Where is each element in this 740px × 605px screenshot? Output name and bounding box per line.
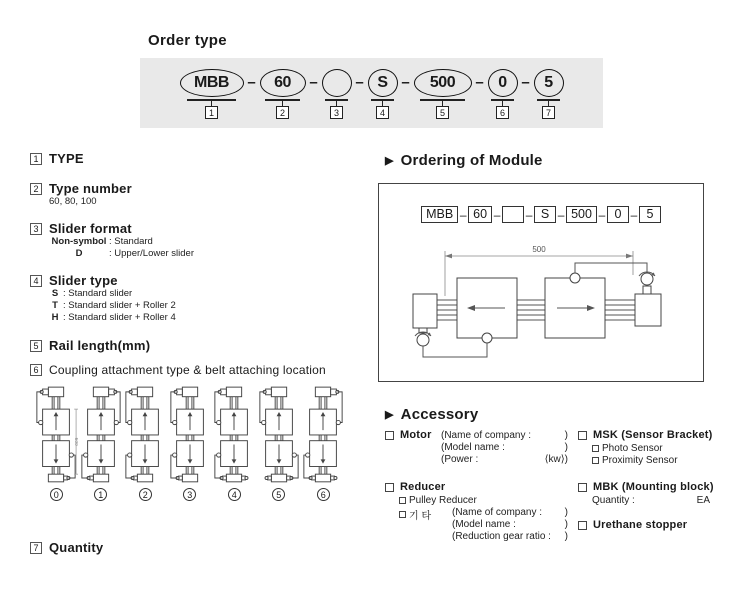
- accessory-urethane-stopper: [578, 519, 687, 531]
- coupling-variants-row: [34, 384, 346, 501]
- accessory-motor: [385, 429, 432, 441]
- legend-sub-value: : Standard: [109, 236, 153, 247]
- legend-item-slider-type: [30, 273, 176, 324]
- variant-lower-slider: [132, 441, 159, 467]
- variant-lower-slider: [265, 441, 292, 467]
- legend-item-heading: [30, 273, 176, 288]
- motor-model-text: (Model name :: [441, 442, 505, 453]
- variant-motor: [316, 387, 340, 397]
- token-number-box: 2: [276, 106, 289, 119]
- coupling-variant-diagram: [212, 384, 256, 484]
- legend-sub-key: Non-symbol: [51, 236, 107, 247]
- legend-sub-value: : Standard slider + Roller 2: [63, 300, 176, 311]
- legend-item-quantity: [30, 540, 103, 555]
- variant-pulley: [131, 474, 153, 482]
- accessory-reducer-label: Reducer: [400, 481, 446, 493]
- module-token: 500: [566, 206, 597, 223]
- variant-lower-slider: [176, 441, 203, 467]
- checkbox-icon: [385, 483, 394, 492]
- legend-sub-row: [49, 312, 176, 324]
- legend-sub-row: [49, 288, 176, 300]
- token-number-box: 3: [330, 106, 343, 119]
- triangle-marker-icon: ▶: [385, 155, 394, 167]
- order-token-group: [260, 69, 306, 119]
- legend-item-heading: [30, 181, 132, 196]
- legend-item-heading: [30, 363, 326, 377]
- motor-company-text: (Name of company :: [441, 430, 532, 441]
- legend-item-heading: [30, 540, 103, 555]
- legend-sub-key: S: [51, 288, 59, 299]
- legend-sub-row: [49, 248, 194, 260]
- motor-model-line: [441, 442, 568, 453]
- token-separator: –: [247, 74, 256, 91]
- variant-pulley: [265, 474, 293, 482]
- checkbox-icon: [385, 431, 394, 440]
- reducer-model-text: (Model name :: [452, 519, 516, 530]
- module-token-separator: –: [598, 207, 606, 222]
- order-token-pill: 60: [260, 69, 306, 97]
- triangle-marker-icon: ▶: [385, 409, 394, 421]
- quantity-label: Quantity :: [592, 495, 635, 506]
- variant-lower-slider: [87, 441, 114, 467]
- legend-item-title: Slider type: [49, 273, 118, 288]
- variant-lower-slider: [310, 441, 337, 467]
- reducer-pulley-label: Pulley Reducer: [409, 495, 477, 506]
- variant-dim-label: 500: [73, 437, 79, 446]
- legend-sub-value: : Standard slider + Roller 4: [63, 312, 176, 323]
- coupling-variant-number: 0: [50, 488, 63, 501]
- coupling-variant-number: 3: [183, 488, 196, 501]
- module-token-empty: [502, 206, 524, 223]
- accessory-reducer: [385, 481, 445, 493]
- legend-number-box: 3: [30, 223, 42, 235]
- module-right-end-block: [635, 272, 661, 326]
- variant-motor: [174, 387, 198, 397]
- legend-item-heading: [30, 151, 84, 166]
- checkbox-icon: [592, 457, 599, 464]
- reducer-pulley-option: [399, 495, 477, 506]
- coupling-variant-cell: [257, 384, 302, 501]
- coupling-variant-cell: [34, 384, 79, 501]
- reducer-ratio-line: [452, 531, 568, 542]
- checkbox-icon: [578, 521, 587, 530]
- module-token: 0: [607, 206, 629, 223]
- legend-item-title: Type number: [49, 181, 132, 196]
- legend-item-title: TYPE: [49, 151, 84, 166]
- variant-motor: [129, 387, 153, 397]
- module-diagram-box: [378, 183, 704, 382]
- legend-sub-row: [49, 236, 194, 248]
- order-token-pill: 0: [488, 69, 518, 97]
- legend-sub-value: : Upper/Lower slider: [109, 248, 195, 259]
- close-paren: ): [564, 531, 568, 542]
- reducer-other-option: [399, 507, 431, 522]
- coupling-variant-diagram: [301, 384, 345, 484]
- order-type-code-box: [140, 58, 603, 128]
- close-paren: ): [564, 519, 568, 530]
- legend-sub-key: T: [52, 300, 58, 311]
- variant-upper-slider: [176, 409, 203, 435]
- legend-sub-row: [49, 300, 176, 312]
- module-token: MBB: [421, 206, 458, 223]
- variant-upper-slider: [132, 409, 159, 435]
- coupling-variant-number: 1: [94, 488, 107, 501]
- accessory-msk-label: MSK (Sensor Bracket): [593, 429, 713, 441]
- order-token-group: [180, 69, 244, 119]
- legend-subtext: 60, 80, 100: [49, 196, 97, 207]
- msk-photo-sensor-option: [592, 443, 663, 454]
- order-token-pill: S: [368, 69, 398, 97]
- coupling-variant-cell: [301, 384, 346, 501]
- accessory-title: Accessory: [400, 406, 479, 423]
- order-token-pill: 500: [414, 69, 472, 97]
- legend-number-box: 4: [30, 275, 42, 287]
- module-dim-label: 500: [532, 245, 546, 254]
- reducer-company-text: (Name of company :: [452, 507, 543, 518]
- checkbox-icon: [399, 511, 406, 518]
- ordering-of-module-heading: [385, 152, 543, 169]
- module-token: 5: [639, 206, 661, 223]
- accessory-motor-label: Motor: [400, 429, 432, 441]
- legend-item-rail-length: [30, 338, 150, 353]
- module-token: 60: [468, 206, 492, 223]
- close-paren: ): [564, 442, 568, 453]
- close-paren: ): [564, 430, 568, 441]
- legend-sub-value: : Standard slider: [63, 288, 133, 299]
- checkbox-icon: [399, 497, 406, 504]
- variant-motor: [93, 387, 117, 397]
- motor-power-line: [441, 454, 568, 465]
- close-paren: ⟨kw⟩): [544, 454, 568, 465]
- module-token-separator: –: [459, 207, 467, 222]
- close-paren: ): [564, 507, 568, 518]
- module-belt-line-left: [423, 343, 487, 357]
- token-separator: –: [521, 74, 530, 91]
- module-token-separator: –: [630, 207, 638, 222]
- variant-upper-slider: [265, 409, 292, 435]
- token-separator: –: [475, 74, 484, 91]
- module-belt-line-right: [575, 263, 647, 273]
- order-token-pill: MBB: [180, 69, 244, 97]
- order-token-group: [322, 69, 352, 119]
- variant-motor: [40, 387, 64, 397]
- variant-upper-slider: [310, 409, 337, 435]
- legend-number-box: 2: [30, 183, 42, 195]
- proximity-sensor-label: Proximity Sensor: [602, 455, 678, 466]
- module-slider-block-right: [545, 273, 605, 338]
- variant-pulley: [49, 474, 71, 482]
- legend-sub-key: D: [75, 248, 83, 259]
- order-type-title: Order type: [148, 32, 227, 49]
- msk-proximity-sensor-option: [592, 455, 678, 466]
- legend-item-heading: [30, 221, 194, 236]
- module-drawing: [395, 242, 687, 370]
- coupling-variant-diagram: [168, 384, 212, 484]
- variant-upper-slider: [43, 409, 70, 435]
- accessory-heading: [385, 406, 478, 423]
- legend-item-title: Rail length(mm): [49, 338, 151, 353]
- coupling-variant-number: 2: [139, 488, 152, 501]
- module-left-end-block: [413, 294, 437, 346]
- checkbox-icon: [578, 431, 587, 440]
- module-token-separator: –: [525, 207, 533, 222]
- variant-pulley: [220, 474, 248, 482]
- variant-motor: [218, 387, 242, 397]
- token-separator: –: [401, 74, 410, 91]
- legend-number-box: 6: [30, 364, 42, 376]
- accessory-mbk: [578, 481, 714, 493]
- coupling-variant-diagram: [34, 384, 78, 484]
- legend-number-box: 5: [30, 340, 42, 352]
- reducer-other-label: 기 타: [409, 511, 432, 522]
- reducer-company-line: [452, 507, 568, 518]
- coupling-variant-cell: [168, 384, 213, 501]
- legend-item-slider-format: [30, 221, 194, 260]
- legend-item-title: Coupling attachment type & belt attaching location: [49, 363, 326, 377]
- legend-item-coupling: [30, 363, 326, 377]
- checkbox-icon: [592, 445, 599, 452]
- legend-item-title: Quantity: [49, 540, 104, 555]
- reducer-model-line: [452, 519, 568, 530]
- accessory-mbk-label: MBK (Mounting block): [593, 481, 714, 493]
- token-separator: –: [309, 74, 318, 91]
- token-separator: –: [355, 74, 364, 91]
- module-token: S: [534, 206, 556, 223]
- variant-upper-slider: [87, 409, 114, 435]
- motor-power-text: (Power :: [441, 454, 479, 465]
- coupling-variant-number: 4: [228, 488, 241, 501]
- module-token-separator: –: [557, 207, 565, 222]
- order-token-group: [368, 69, 398, 119]
- motor-company-line: [441, 430, 568, 441]
- variant-lower-slider: [43, 441, 70, 467]
- legend-item-type: [30, 151, 84, 166]
- order-token-group: [488, 69, 518, 119]
- order-token-group: [534, 69, 564, 119]
- quantity-unit: EA: [696, 495, 710, 506]
- variant-pulley: [176, 474, 198, 482]
- legend-sub-key: H: [51, 312, 59, 323]
- ordering-of-module-title: Ordering of Module: [400, 152, 543, 169]
- variant-lower-slider: [221, 441, 248, 467]
- order-token-pill: 5: [534, 69, 564, 97]
- legend-number-box: 1: [30, 153, 42, 165]
- coupling-variant-cell: [79, 384, 124, 501]
- token-number-box: 4: [376, 106, 389, 119]
- legend-number-box: 7: [30, 542, 42, 554]
- coupling-variant-diagram: [257, 384, 301, 484]
- order-token-pill-empty: [322, 69, 352, 97]
- reducer-ratio-text: (Reduction gear ratio :: [452, 531, 551, 542]
- coupling-variant-cell: [123, 384, 168, 501]
- coupling-variant-cell: [212, 384, 257, 501]
- legend-item-heading: [30, 338, 150, 353]
- order-token-group: [414, 69, 472, 119]
- variant-pulley: [87, 474, 109, 482]
- coupling-variant-diagram: [123, 384, 167, 484]
- legend-item-title: Slider format: [49, 221, 132, 236]
- legend-item-type-number: [30, 181, 132, 208]
- token-number-box: 7: [542, 106, 555, 119]
- photo-sensor-label: Photo Sensor: [602, 443, 663, 454]
- variant-upper-slider: [221, 409, 248, 435]
- token-number-box: 6: [496, 106, 509, 119]
- variant-pulley: [309, 474, 337, 482]
- module-token-separator: –: [493, 207, 501, 222]
- checkbox-icon: [578, 483, 587, 492]
- coupling-variant-diagram: [79, 384, 123, 484]
- urethane-stopper-label: Urethane stopper: [593, 519, 688, 531]
- module-code-row: [379, 206, 703, 223]
- coupling-variant-number: 6: [317, 488, 330, 501]
- variant-motor: [263, 387, 287, 397]
- accessory-msk: [578, 429, 713, 441]
- module-slider-block-left: [457, 278, 517, 343]
- coupling-variant-number: 5: [272, 488, 285, 501]
- token-number-box: 5: [436, 106, 449, 119]
- mbk-quantity-line: [592, 495, 710, 506]
- token-number-box: 1: [205, 106, 218, 119]
